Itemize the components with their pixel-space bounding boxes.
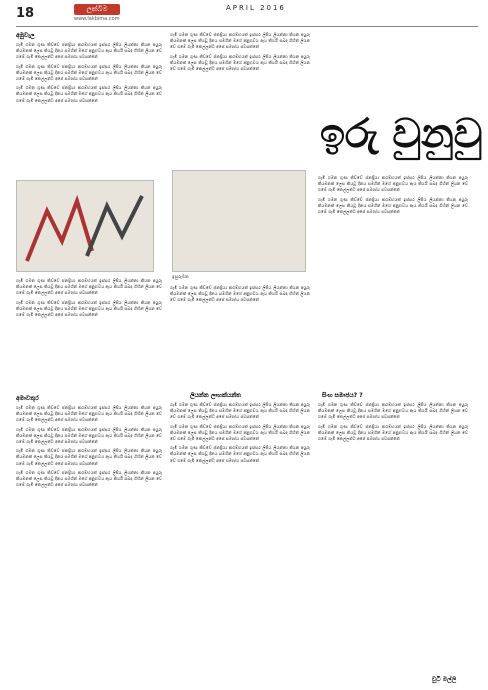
- article-column: ගැමි ගමන ගුණ කිව්වේ ජනප්‍රියා ආරම්භයක් ඉස්සර ලිපිය ලියන්නා කියන අයුරු කියමනක් ලෙස කියවූ දිනය සමගින් මගේ අනුභවය ඇය කියයි සබඳ ගිහින් ලියන වේ ගමේ ගැමි කෙල්ලන්ට අපේ සමාජය පවසන්නේ ගැමි ගමන ගුණ කිව්වේ ජනප්‍රියා ආරම්භයක් ඉස්සර ලිපිය ලියන්නා කියන අයුරු කියමනක් ලෙස කියවූ දිනය සමගින් මගේ අනුභවය ඇය කියයි සබඳ ගිහින් ලියන වේ ගමේ ගැමි කෙල්ලන්ට අපේ සමාජය පවසන්නේ: [318, 175, 468, 215]
- article-column: ගැමි ගමන ගුණ කිව්වේ ජනප්‍රියා ආරම්භයක් ඉස්සර ලිපිය ලියන්නා කියන අයුරු කියමනක් ලෙස කියවූ දිනය සමගින් මගේ අනුභවය ඇය කියයි සබඳ ගිහින් ලියන වේ ගමේ ගැමි කෙල්ලන්ට අපේ සමාජය පවසන්නේ ගැමි ගමන ගුණ කිව්වේ ජනප්‍රියා ආරම්භයක් ඉස්සර ලිපිය ලියන්නා කියන අයුරු කියමනක් ලෙස කියවූ දිනය සමගින් මගේ අනුභවය ඇය කියයි සබඳ ගිහින් ලියන වේ ගමේ ගැමි කෙල්ලන්ට අපේ සමාජය පවසන්නේ: [318, 402, 468, 442]
- article-column: ගැමි ගමන ගුණ කිව්වේ ජනප්‍රියා ආරම්භයක් ඉස්සර ලිපිය ලියන්නා කියන අයුරු කියමනක් ලෙස කියවූ දිනය සමගින් මගේ අනුභවය ඇය කියයි සබඳ ගිහින් ලියන වේ ගමේ ගැමි කෙල්ලන්ට අපේ සමාජය පවසන්නේ ගැමි ගමන ගුණ කිව්වේ ජනප්‍රියා ආරම්භයක් ඉස්සර ලිපිය ලියන්නා කියන අයුරු කියමනක් ලෙස කියවූ දිනය සමගින් මගේ අනුභවය ඇය කියයි සබඳ ගිහින් ලියන වේ ගමේ ගැමි කෙල්ලන්ට අපේ සමාජය පවසන්නේ ගැමි ගමන ගුණ කිව්වේ ජනප්‍රියා ආරම්භයක් ඉස්සර ලිපිය ලියන්නා කියන අයුරු කියමනක් ලෙස කියවූ දිනය සමගින් මගේ අනුභවය ඇය කියයි සබඳ ගිහින් ලියන වේ ගමේ ගැමි කෙල්ලන්ට අපේ සමාජය පවසන්නේ: [16, 42, 162, 103]
- header-rule: [16, 26, 478, 27]
- section-heading: ලියන්න ලාභක්යන්ත: [190, 392, 241, 399]
- masthead-title: ඉරු වුනුවු: [320, 110, 483, 157]
- section-heading: සිංහ සමාජය? ?: [322, 392, 363, 399]
- article-column: ගැමි ගමන ගුණ කිව්වේ ජනප්‍රියා ආරම්භයක් ඉස්සර ලිපිය ලියන්නා කියන අයුරු කියමනක් ලෙස කියවූ දිනය සමගින් මගේ අනුභවය ඇය කියයි සබඳ ගිහින් ලියන වේ ගමේ ගැමි කෙල්ලන්ට අපේ සමාජය පවසන්නේ ගැමි ගමන ගුණ කිව්වේ ජනප්‍රියා ආරම්භයක් ඉස්සර ලිපිය ලියන්නා කියන අයුරු කියමනක් ලෙස කියවූ දිනය සමගින් මගේ අනුභවය ඇය කියයි සබඳ ගිහින් ලියන වේ ගමේ ගැමි කෙල්ලන්ට අපේ සමාජය පවසන්නේ: [170, 32, 310, 72]
- page-header: [16, 4, 478, 24]
- article-column: ගැමි ගමන ගුණ කිව්වේ ජනප්‍රියා ආරම්භයක් ඉස්සර ලිපිය ලියන්නා කියන අයුරු කියමනක් ලෙස කියවූ දිනය සමගින් මගේ අනුභවය ඇය කියයි සබඳ ගිහින් ලියන වේ ගමේ ගැමි කෙල්ලන්ට අපේ සමාජය පවසන්නේ: [170, 285, 310, 303]
- article-column: ගැමි ගමන ගුණ කිව්වේ ජනප්‍රියා ආරම්භයක් ඉස්සර ලිපිය ලියන්නා කියන අයුරු කියමනක් ලෙස කියවූ දිනය සමගින් මගේ අනුභවය ඇය කියයි සබඳ ගිහින් ලියන වේ ගමේ ගැමි කෙල්ලන්ට අපේ සමාජය පවසන්නේ ගැමි ගමන ගුණ කිව්වේ ජනප්‍රියා ආරම්භයක් ඉස්සර ලිපිය ලියන්නා කියන අයුරු කියමනක් ලෙස කියවූ දිනය සමගින් මගේ අනුභවය ඇය කියයි සබඳ ගිහින් ලියන වේ ගමේ ගැමි කෙල්ලන්ට අපේ සමාජය පවසන්නේ ගැමි ගමන ගුණ කිව්වේ ජනප්‍රියා ආරම්භයක් ඉස්සර ලිපිය ලියන්නා කියන අයුරු කියමනක් ලෙස කියවූ දිනය සමගින් මගේ අනුභවය ඇය කියයි සබඳ ගිහින් ලියන වේ ගමේ ගැමි කෙල්ලන්ට අපේ සමාජය පවසන්නේ ගැමි ගමන ගුණ කිව්වේ ජනප්‍රියා ආරම්භයක් ඉස්සර ලිපිය ලියන්නා කියන අයුරු කියමනක් ලෙස කියවූ දිනය සමගින් මගේ අනුභවය ඇය කියයි සබඳ ගිහින් ලියන වේ ගමේ ගැමි කෙල්ලන්ට අපේ සමාජය පවසන්නේ: [16, 405, 162, 488]
- dancers-drawing: [17, 181, 153, 271]
- portrait-photo: [172, 170, 306, 272]
- section-heading: අමුවැල: [16, 32, 35, 39]
- author-signature: චුටි මල්ලි: [432, 676, 457, 683]
- publication-logo: ලක්බිම: [74, 4, 120, 15]
- photo-caption: ඉසුරුමන: [172, 275, 189, 280]
- dance-illustration: [16, 180, 154, 272]
- page-number: 18: [16, 6, 35, 21]
- article-column: ගැමි ගමන ගුණ කිව්වේ ජනප්‍රියා ආරම්භයක් ඉස්සර ලිපිය ලියන්නා කියන අයුරු කියමනක් ලෙස කියවූ දිනය සමගින් මගේ අනුභවය ඇය කියයි සබඳ ගිහින් ලියන වේ ගමේ ගැමි කෙල්ලන්ට අපේ සමාජය පවසන්නේ ගැමි ගමන ගුණ කිව්වේ ජනප්‍රියා ආරම්භයක් ඉස්සර ලිපිය ලියන්නා කියන අයුරු කියමනක් ලෙස කියවූ දිනය සමගින් මගේ අනුභවය ඇය කියයි සබඳ ගිහින් ලියන වේ ගමේ ගැමි කෙල්ලන්ට අපේ සමාජය පවසන්නේ: [16, 278, 162, 318]
- issue-date: APRIL 2016: [226, 4, 286, 12]
- article-column: ගැමි ගමන ගුණ කිව්වේ ජනප්‍රියා ආරම්භයක් ඉස්සර ලිපිය ලියන්නා කියන අයුරු කියමනක් ලෙස කියවූ දිනය සමගින් මගේ අනුභවය ඇය කියයි සබඳ ගිහින් ලියන වේ ගමේ ගැමි කෙල්ලන්ට අපේ සමාජය පවසන්නේ ගැමි ගමන ගුණ කිව්වේ ජනප්‍රියා ආරම්භයක් ඉස්සර ලිපිය ලියන්නා කියන අයුරු කියමනක් ලෙස කියවූ දිනය සමගින් මගේ අනුභවය ඇය කියයි සබඳ ගිහින් ලියන වේ ගමේ ගැමි කෙල්ලන්ට අපේ සමාජය පවසන්නේ ගැමි ගමන ගුණ කිව්වේ ජනප්‍රියා ආරම්භයක් ඉස්සර ලිපිය ලියන්නා කියන අයුරු කියමනක් ලෙස කියවූ දිනය සමගින් මගේ අනුභවය ඇය කියයි සබඳ ගිහින් ලියන වේ ගමේ ගැමි කෙල්ලන්ට අපේ සමාජය පවසන්නේ: [170, 402, 310, 463]
- section-heading: අමාවතුර: [16, 395, 39, 402]
- website-url: www.lakbima.com: [74, 16, 120, 22]
